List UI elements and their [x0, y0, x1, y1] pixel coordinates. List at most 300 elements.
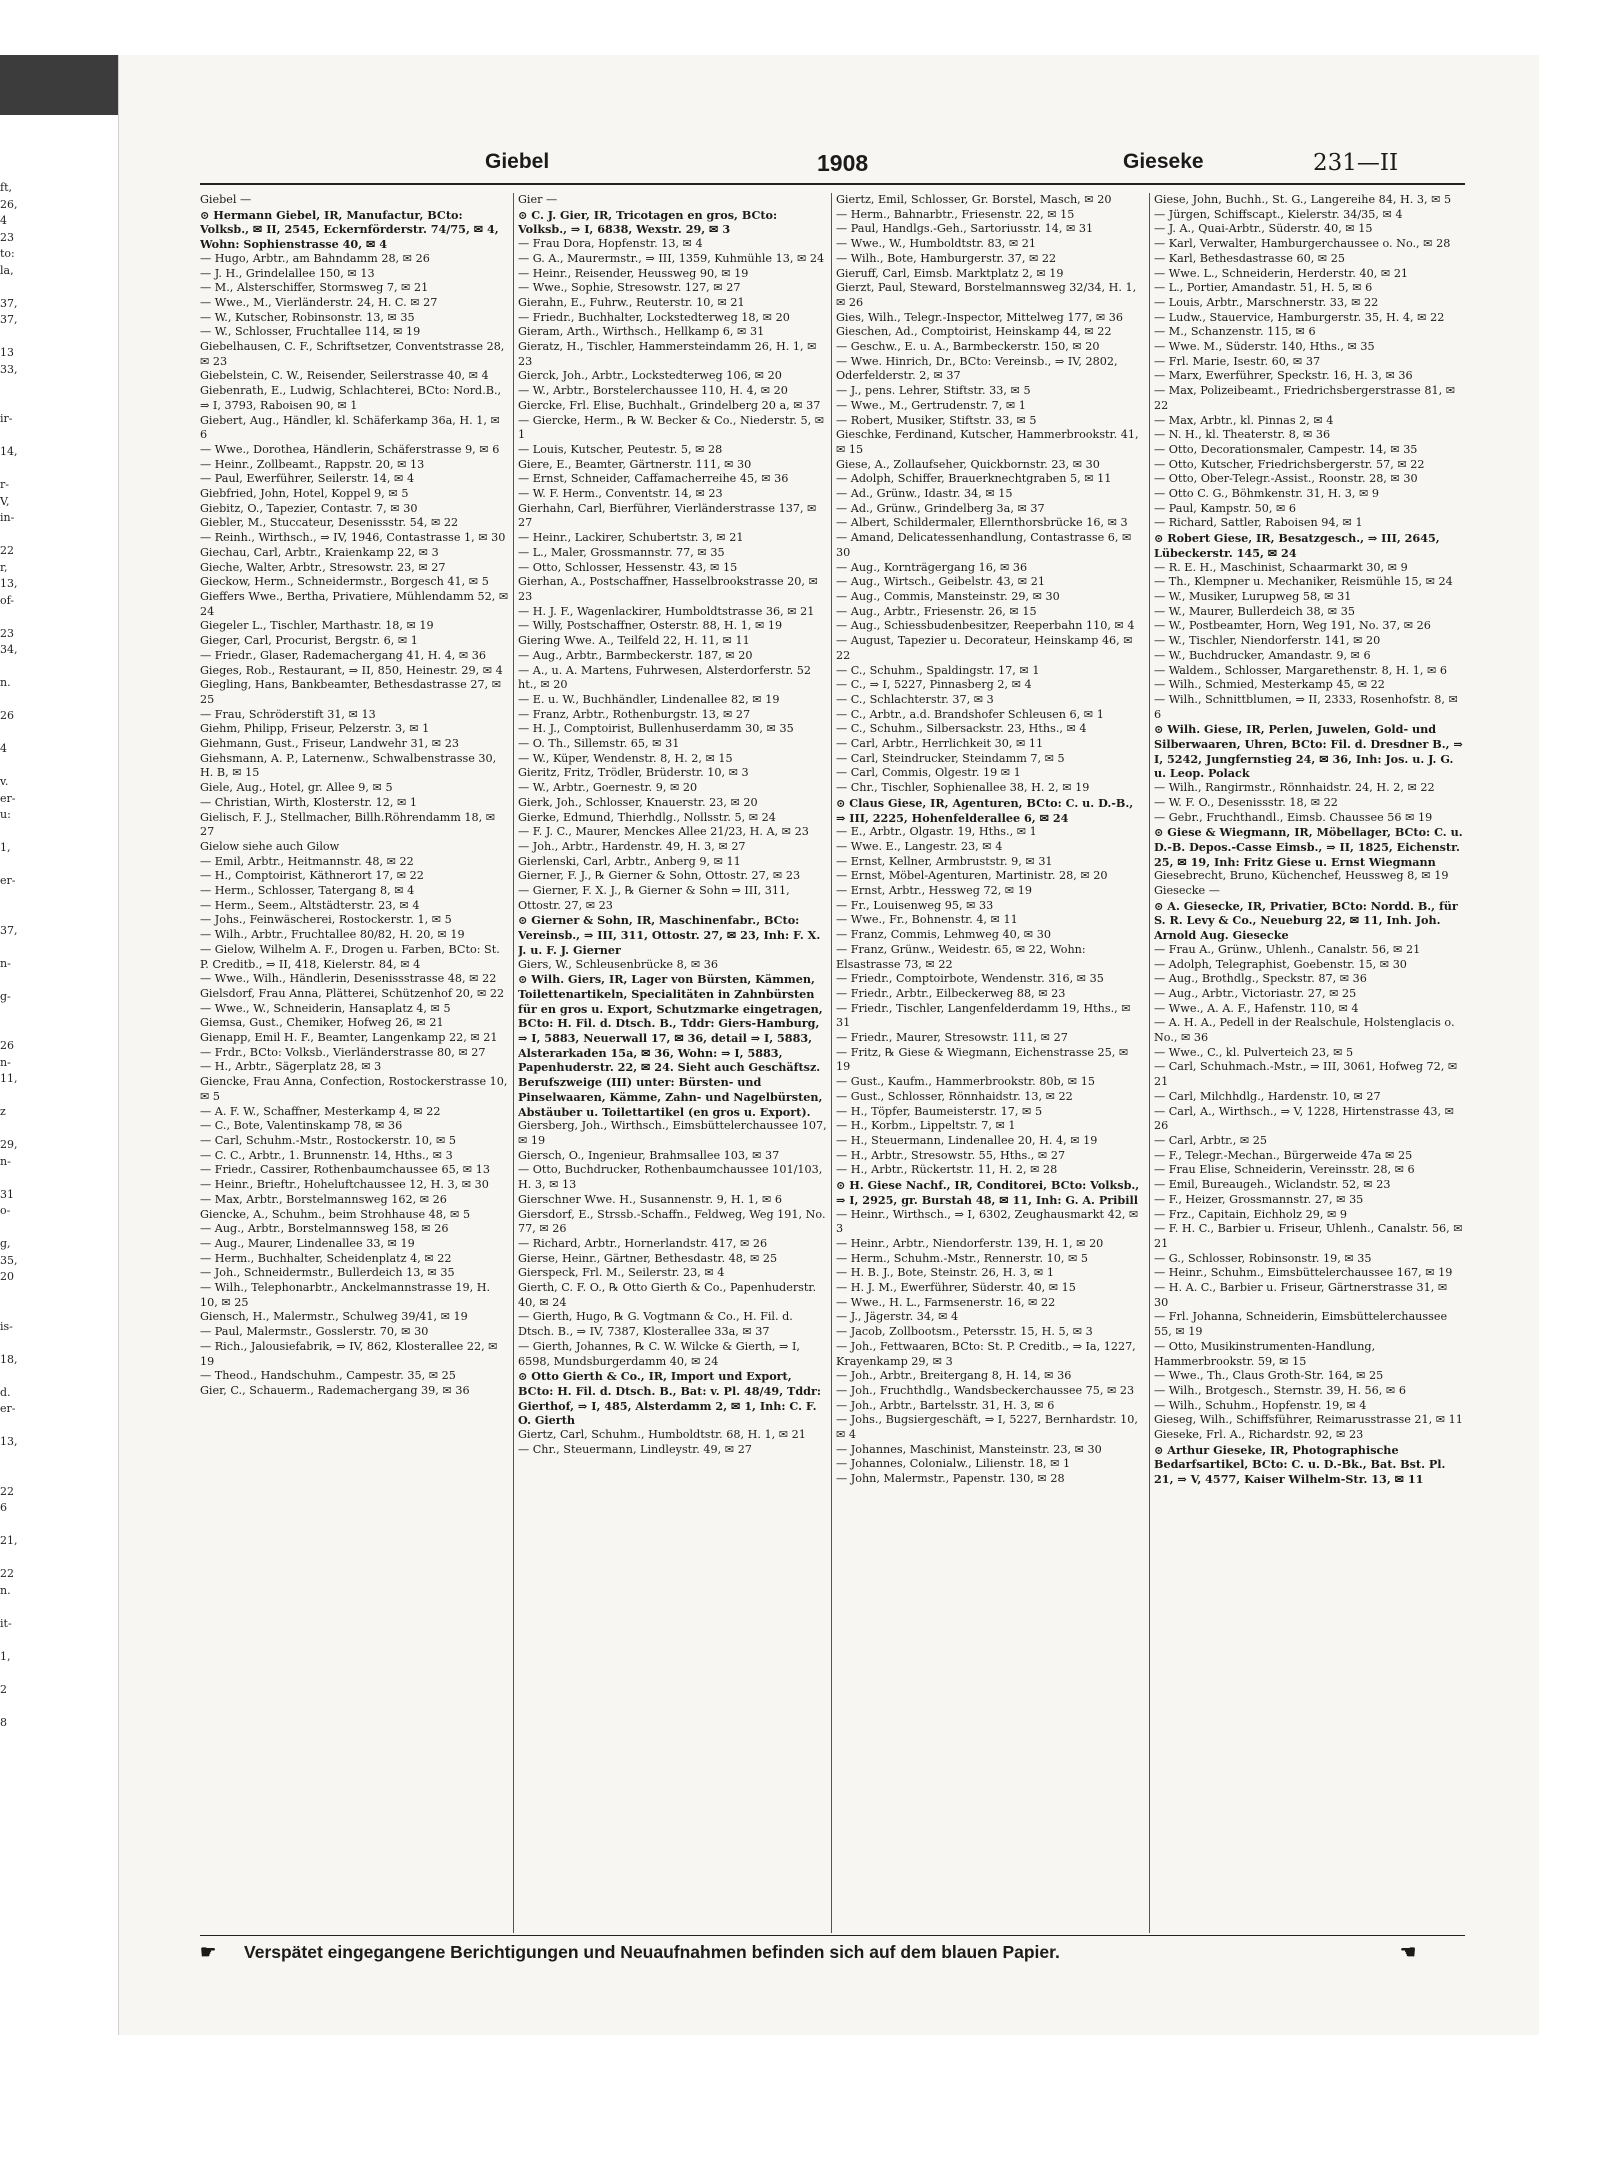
- directory-entry: — Aug., Arbtr., Victoriastr. 27, ✉ 25: [1154, 986, 1357, 1000]
- directory-entry: Gieruff, Carl, Eimsb. Marktplatz 2, ✉ 19: [836, 266, 1064, 280]
- margin-fragment: [0, 527, 20, 544]
- directory-entry: — N. H., kl. Theaterstr. 8, ✉ 36: [1154, 428, 1331, 442]
- directory-entry: Gierk, Joh., Schlosser, Knauerstr. 23, ✉ 20: [518, 795, 758, 809]
- margin-fragment: [0, 329, 20, 346]
- directory-entry: — Ernst, Schneider, Caffamacherreihe 45, ✉ 36: [518, 472, 789, 486]
- directory-entry: — F., Heizer, Grossmannstr. 27, ✉ 35: [1154, 1192, 1364, 1206]
- directory-entry: — Aug., Arbtr., Borstelmannsweg 158, ✉ 26: [200, 1222, 449, 1236]
- directory-entry: — Carl, Schuhmach.-Mstr., ⇒ III, 3061, Hofweg 72, ✉ 21: [1154, 1060, 1458, 1089]
- directory-entry: ⊙ Robert Giese, IR, Besatzgesch., ⇒ III, 2645, Lübeckerstr. 145, ✉ 24: [1154, 531, 1440, 560]
- directory-entry: — Reinh., Wirthsch., ⇒ IV, 1946, Contastrasse 1, ✉ 30: [200, 531, 506, 545]
- directory-entry: — Rich., Jalousiefabrik, ⇒ IV, 862, Klosterallee 22, ✉ 19: [200, 1339, 498, 1368]
- directory-entry: Giese, A., Zollaufseher, Quickbornstr. 23, ✉ 30: [836, 457, 1100, 471]
- directory-entry: — H. B. J., Bote, Steinstr. 26, H. 3, ✉ 1: [836, 1266, 1054, 1280]
- directory-entry: — Wwe. L., Schneiderin, Herderstr. 40, ✉ 21: [1154, 266, 1409, 280]
- margin-fragment: 31: [0, 1187, 14, 1201]
- directory-entry: Gieritz, Fritz, Trödler, Brüderstr. 10, ✉ 3: [518, 766, 749, 780]
- margin-fragment: 18,: [0, 1352, 18, 1366]
- directory-entry: Gieffers Wwe., Bertha, Privatiere, Mühlendamm 52, ✉ 24: [200, 589, 509, 618]
- directory-entry: — M., Alsterschiffer, Stormsweg 7, ✉ 21: [200, 281, 429, 295]
- directory-entry: — Wwe., W., Humboldtstr. 83, ✉ 21: [836, 237, 1037, 251]
- directory-entry: — Fr., Louisenweg 95, ✉ 33: [836, 898, 994, 912]
- directory-entry: Gierlenski, Carl, Arbtr., Anberg 9, ✉ 11: [518, 854, 741, 868]
- margin-fragment: [0, 378, 20, 395]
- margin-fragment: n.: [0, 676, 11, 689]
- directory-entry: ⊙ Hermann Giebel, IR, Manufactur, BCto: Volksb., ✉ II, 2545, Eckernförderstr. 74/75, ✉ 4, Wohn: Sophienstrasse 40, ✉ 4: [200, 207, 499, 252]
- directory-entry: ⊙ A. Giesecke, IR, Privatier, BCto: Nordd. B., für S. R. Levy & Co., Neueburg 22, ✉ 11, Inh. Joh. Arnold Aug. Giesecke: [1154, 898, 1458, 943]
- margin-fragment: 22: [0, 1484, 14, 1498]
- directory-entry: — J. A., Quai-Arbtr., Süderstr. 40, ✉ 15: [1154, 222, 1373, 236]
- directory-entry: Gierhahn, Carl, Bierführer, Vierländerstrasse 137, ✉ 27: [518, 501, 817, 530]
- directory-entry: — Gebr., Fruchthandl., Eimsb. Chaussee 56 ✉ 19: [1154, 810, 1433, 824]
- directory-entry: — Max, Polizeibeamt., Friedrichsbergerstrasse 81, ✉ 22: [1154, 384, 1456, 412]
- directory-entry: — Wwe., W., Schneiderin, Hansaplatz 4, ✉ 5: [200, 1001, 451, 1015]
- margin-fragment: [0, 939, 20, 956]
- directory-entry: — Paul, Ewerführer, Seilerstr. 14, ✉ 4: [200, 472, 415, 486]
- margin-fragment: n-: [0, 956, 11, 970]
- directory-entry: — H. J. F., Wagenlackirer, Humboldtstrasse 36, ✉ 21: [518, 604, 815, 618]
- directory-entry: — H., Steuermann, Lindenallee 20, H. 4, ✉ 19: [836, 1134, 1098, 1147]
- directory-entry: — W., Maurer, Bullerdeich 38, ✉ 35: [1154, 604, 1355, 618]
- directory-entry: — Waldem., Schlosser, Margarethenstr. 8, H. 1, ✉ 6: [1154, 663, 1448, 677]
- directory-entry: — Karl, Bethesdastrasse 60, ✉ 25: [1154, 251, 1345, 265]
- directory-entry: — Friedr., Maurer, Stresowstr. 111, ✉ 27: [836, 1031, 1068, 1045]
- margin-fragment: [0, 1022, 20, 1039]
- margin-fragment: [0, 725, 20, 742]
- directory-entry: — Carl, Schuhm.-Mstr., Rostockerstr. 10, ✉ 5: [200, 1134, 456, 1147]
- directory-entry: — Willy, Postschaffner, Osterstr. 88, H. 1, ✉ 19: [518, 619, 783, 633]
- directory-entry: — Heinr., Arbtr., Niendorferstr. 139, H. 1, ✉ 20: [836, 1236, 1104, 1250]
- margin-fragment: r-: [0, 478, 9, 491]
- margin-fragment: [0, 1335, 20, 1352]
- margin-fragment: 11,: [0, 1072, 18, 1085]
- directory-entry: — Hugo, Arbtr., am Bahndamm 28, ✉ 26: [200, 251, 430, 265]
- directory-entry: — W., Tischler, Niendorferstr. 141, ✉ 20: [1154, 634, 1381, 648]
- directory-entry: — Wilh., Rangirmstr., Rönnhaidstr. 24, H. 2, ✉ 22: [1154, 781, 1435, 795]
- margin-fragment: [0, 1698, 20, 1715]
- directory-entry: — Friedr., Arbtr., Eilbeckerweg 88, ✉ 23: [836, 986, 1066, 1000]
- margin-fragment: er-: [0, 1402, 16, 1415]
- directory-entry: Giehmann, Gust., Friseur, Landwehr 31, ✉ 23: [200, 737, 459, 751]
- directory-entry: — Fritz, ℞ Giese & Wiegmann, Eichenstrasse 25, ✉ 19: [836, 1045, 1129, 1074]
- margin-fragment: n.: [0, 1583, 11, 1597]
- directory-entry: — A. H. A., Pedell in der Realschule, Holstenglacis o. No., ✉ 36: [1154, 1016, 1455, 1045]
- margin-fragment: la,: [0, 263, 14, 277]
- margin-fragment: 13,: [0, 577, 18, 590]
- margin-fragment: [0, 279, 20, 296]
- directory-entry: — Aug., Arbtr., Barmbeckerstr. 187, ✉ 20: [518, 648, 753, 662]
- margin-fragment: 4: [0, 742, 7, 755]
- directory-entry: — Joh., Arbtr., Bartelsstr. 31, H. 3, ✉ 6: [836, 1398, 1055, 1412]
- directory-entry: — E., Arbtr., Olgastr. 19, Hths., ✉ 1: [836, 825, 1037, 839]
- directory-entry: Giebel —: [200, 193, 252, 206]
- directory-entry: Gierschner Wwe. H., Susannenstr. 9, H. 1, ✉ 6: [518, 1192, 783, 1206]
- directory-entry: Gieseg, Wilh., Schiffsführer, Reimarusstrasse 21, ✉ 11: [1154, 1413, 1463, 1427]
- margin-fragment: [0, 1088, 20, 1105]
- directory-entry: — Ernst, Arbtr., Hessweg 72, ✉ 19: [836, 884, 1032, 898]
- directory-entry: — Johannes, Colonialw., Lilienstr. 18, ✉ 1: [836, 1457, 1071, 1471]
- directory-entry: — Frau, Schröderstift 31, ✉ 13: [200, 707, 376, 721]
- directory-entry: — F., Telegr.-Mechan., Bürgerweide 47a ✉ 25: [1154, 1148, 1413, 1162]
- directory-entry: Giehm, Philipp, Friseur, Pelzerstr. 3, ✉ 1: [200, 722, 430, 736]
- directory-entry: — Heinr., Zollbeamt., Rappstr. 20, ✉ 13: [200, 457, 425, 471]
- directory-entry: — H., Comptoirist, Käthnerort 17, ✉ 22: [200, 869, 424, 883]
- directory-entry: Gierhan, A., Postschaffner, Hasselbrookstrasse 20, ✉ 23: [518, 575, 818, 603]
- directory-entry: — Aug., Brothdlg., Speckstr. 87, ✉ 36: [1154, 972, 1367, 986]
- previous-page-margin: [0, 180, 20, 1880]
- directory-entry: — W. F. O., Desenissstr. 18, ✉ 22: [1154, 795, 1338, 809]
- margin-fragment: 37,: [0, 313, 18, 326]
- directory-entry: — A. F. W., Schaffner, Mesterkamp 4, ✉ 22: [200, 1104, 441, 1118]
- margin-fragment: 6: [0, 1501, 7, 1514]
- directory-entry: — Chr., Tischler, Sophienallee 38, H. 2, ✉ 19: [836, 781, 1090, 795]
- directory-entry: Giere, E., Beamter, Gärtnerstr. 111, ✉ 30: [518, 457, 752, 471]
- directory-entry: Gieckow, Herm., Schneidermstr., Borgesch 41, ✉ 5: [200, 575, 489, 589]
- directory-entry: — C., ⇒ I, 5227, Pinnasberg 2, ✉ 4: [836, 678, 1032, 692]
- directory-entry: Gielow siehe auch Gilow: [200, 839, 340, 853]
- margin-fragment: 33,: [0, 362, 18, 376]
- directory-entry: Gies, Wilh., Telegr.-Inspector, Mittelweg 177, ✉ 36: [836, 310, 1123, 324]
- directory-entry: — Aug., Wirtsch., Geibelstr. 43, ✉ 21: [836, 575, 1045, 589]
- margin-fragment: V,: [0, 494, 10, 508]
- directory-columns: [200, 193, 1465, 1933]
- directory-entry: — Otto, Kutscher, Friedrichsbergerstr. 57, ✉ 22: [1154, 457, 1425, 471]
- directory-entry: — C., Schlachterstr. 37, ✉ 3: [836, 692, 994, 706]
- directory-entry: Gieseke, Frl. A., Richardstr. 92, ✉ 23: [1154, 1428, 1364, 1442]
- directory-entry: ⊙ Wilh. Giers, IR, Lager von Bürsten, Kämmen, Toilettenartikeln, Specialitäten in Zahnbürsten für en gros u. Export, Schutzmarke eingetragen, BCto: H. Fil. d. Dtsch. B., Tddr: Giers-Hamburg, ⇒ I, 5883, Neuerwall 17, ✉ 36, detail ⇒ I, 5883, Alsterarkaden 15a, ✉ 36, Wohn: ⇒ I, 5883, Papenhuderstr. 22, ✉ 24. Sieht auch Geschäftsz. Berufszweige (III) unter: Bürsten- und Pinselwaaren, Kämme, Zahn- und Nagelbürsten, Abstäuber u. Toilettartikel (en gros u. Export).: [518, 972, 823, 1119]
- directory-entry: — Jacob, Zollbootsm., Petersstr. 15, H. 5, ✉ 3: [836, 1325, 1093, 1339]
- directory-entry: — Ad., Grünw., Idastr. 34, ✉ 15: [836, 487, 1013, 501]
- directory-entry: — Carl, Commis, Olgestr. 19 ✉ 1: [836, 766, 1021, 780]
- directory-entry: Giebert, Aug., Händler, kl. Schäferkamp 36a, H. 1, ✉ 6: [200, 413, 500, 442]
- directory-entry: — Otto C. G., Böhmkenstr. 31, H. 3, ✉ 9: [1154, 487, 1380, 501]
- directory-entry: — C., Schuhm., Silbersackstr. 23, Hths., ✉ 4: [836, 722, 1087, 736]
- directory-entry: Gierse, Heinr., Gärtner, Bethesdastr. 48, ✉ 25: [518, 1251, 778, 1265]
- directory-entry: — Friedr., Tischler, Langenfelderdamm 19, Hths., ✉ 31: [836, 1001, 1131, 1030]
- directory-entry: — Gust., Schlosser, Rönnhaidstr. 13, ✉ 22: [836, 1089, 1073, 1103]
- directory-entry: Giers, W., Schleusenbrücke 8, ✉ 36: [518, 957, 718, 971]
- margin-fragment: [0, 1632, 20, 1649]
- directory-entry: — Herm., Seem., Altstädterstr. 23, ✉ 4: [200, 898, 420, 912]
- directory-entry: — Frau A., Grünw., Uhlenh., Canalstr. 56, ✉ 21: [1154, 942, 1421, 956]
- directory-entry: — Otto, Musikinstrumenten-Handlung, Hammerbrookstr. 59, ✉ 15: [1154, 1339, 1376, 1368]
- column-2: [518, 193, 827, 1933]
- margin-fragment: [0, 1005, 20, 1022]
- directory-entry: — Adolph, Schiffer, Brauerknechtgraben 5, ✉ 11: [836, 472, 1112, 486]
- directory-entry: Gieger, Carl, Procurist, Bergstr. 6, ✉ 1: [200, 634, 418, 648]
- directory-entry: Gier, C., Schauerm., Rademachergang 39, ✉ 36: [200, 1383, 470, 1397]
- directory-entry: — Chr., Steuermann, Lindleystr. 49, ✉ 27: [518, 1442, 752, 1456]
- margin-fragment: [0, 1121, 20, 1138]
- directory-entry: Giencke, A., Schuhm., beim Strohhause 48, ✉ 5: [200, 1207, 471, 1221]
- margin-fragment: 22: [0, 1567, 14, 1580]
- directory-entry: — Max, Arbtr., kl. Pinnas 2, ✉ 4: [1154, 413, 1334, 427]
- margin-fragment: is-: [0, 1319, 13, 1333]
- directory-entry: — Wwe., Dorothea, Händlerin, Schäferstrasse 9, ✉ 6: [200, 442, 500, 456]
- directory-entry: — Herm., Buchhalter, Scheidenplatz 4, ✉ 22: [200, 1251, 452, 1265]
- directory-entry: — Wwe., H. L., Farmsenerstr. 16, ✉ 22: [836, 1295, 1056, 1309]
- margin-fragment: [0, 1467, 20, 1484]
- directory-entry: — H., Töpfer, Baumeisterstr. 17, ✉ 5: [836, 1104, 1043, 1118]
- directory-entry: — Carl, A., Wirthsch., ⇒ V, 1228, Hirtenstrasse 43, ✉ 26: [1154, 1104, 1454, 1133]
- margin-fragment: 26: [0, 1039, 14, 1052]
- directory-entry: Giebelstein, C. W., Reisender, Seilerstrasse 40, ✉ 4: [200, 369, 489, 383]
- directory-entry: Gierspeck, Frl. M., Seilerstr. 23, ✉ 4: [518, 1266, 725, 1280]
- directory-entry: Giebler, M., Stuccateur, Desenissstr. 54, ✉ 22: [200, 516, 459, 530]
- directory-entry: — Wwe., Sophie, Stresowstr. 127, ✉ 27: [518, 281, 741, 295]
- margin-fragment: [0, 758, 20, 775]
- margin-fragment: d.: [0, 1385, 11, 1399]
- directory-entry: — Aug., Kornträgergang 16, ✉ 36: [836, 560, 1028, 574]
- margin-fragment: g-: [0, 989, 11, 1003]
- directory-entry: — A., u. A. Martens, Fuhrwesen, Alsterdorferstr. 52 ht., ✉ 20: [518, 663, 811, 692]
- column-3: [836, 193, 1145, 1933]
- margin-fragment: ir-: [0, 412, 13, 425]
- directory-entry: ⊙ Otto Gierth & Co., IR, Import und Export, BCto: H. Fil. d. Dtsch. B., Bat: v. Pl. 48/49, Tddr: Gierthof, ⇒ I, 485, Alsterdamm 2, ✉ 1, Inh: C. F. O. Gierth: [518, 1369, 821, 1428]
- directory-entry: — R. E. H., Maschinist, Schaarmarkt 30, ✉ 9: [1154, 560, 1408, 574]
- directory-entry: Giese, John, Buchh., St. G., Langereihe 84, H. 3, ✉ 5: [1154, 193, 1452, 206]
- margin-fragment: 29,: [0, 1138, 18, 1151]
- directory-entry: — Carl, Arbtr., ✉ 25: [1154, 1134, 1268, 1147]
- directory-entry: — Aug., Schiessbudenbesitzer, Reeperbahn 110, ✉ 4: [836, 619, 1135, 633]
- directory-entry: — H., Arbtr., Sägerplatz 28, ✉ 3: [200, 1060, 382, 1074]
- directory-entry: ⊙ Arthur Gieseke, IR, Photographische Bedarfsartikel, BCto: C. u. D.-Bk., Bat. Bst. Pl. 21, ⇒ V, 4577, Kaiser Wilhelm-Str. 13, ✉ 11: [1154, 1442, 1446, 1487]
- directory-entry: — L., Portier, Amandastr. 51, H. 5, ✉ 6: [1154, 281, 1373, 295]
- directory-entry: Gieges, Rob., Restaurant, ⇒ II, 850, Heinestr. 29, ✉ 4: [200, 663, 503, 677]
- directory-entry: — C., Bote, Valentinskamp 78, ✉ 36: [200, 1119, 403, 1133]
- margin-fragment: 23: [0, 626, 14, 640]
- margin-fragment: [0, 692, 20, 709]
- directory-entry: Gienapp, Emil H. F., Beamter, Langenkamp 22, ✉ 21: [200, 1031, 498, 1045]
- directory-entry: Giebfried, John, Hotel, Koppel 9, ✉ 5: [200, 487, 409, 501]
- directory-entry: — Wwe., C., kl. Pulverteich 23, ✉ 5: [1154, 1045, 1354, 1059]
- directory-entry: — Heinr., Brieftr., Hoheluftchaussee 12, H. 3, ✉ 30: [200, 1178, 489, 1192]
- directory-entry: — Frdr., BCto: Volksb., Vierländerstrasse 80, ✉ 27: [200, 1045, 486, 1059]
- directory-entry: — Frz., Capitain, Eichholz 29, ✉ 9: [1154, 1207, 1348, 1221]
- margin-fragment: [0, 1286, 20, 1303]
- directory-entry: — Wwe., Fr., Bohnenstr. 4, ✉ 11: [836, 913, 1018, 927]
- directory-entry: — Franz, Arbtr., Rothenburgstr. 13, ✉ 27: [518, 707, 751, 721]
- directory-entry: — Herm., Schlosser, Tatergang 8, ✉ 4: [200, 884, 415, 898]
- margin-fragment: 35,: [0, 1253, 18, 1267]
- margin-fragment: 34,: [0, 643, 18, 656]
- directory-entry: — Joh., Schneidermstr., Bullerdeich 13, ✉ 35: [200, 1266, 455, 1280]
- directory-entry: ⊙ Wilh. Giese, IR, Perlen, Juwelen, Gold- und Silberwaaren, Uhren, BCto: Fil. d. Dresdner B., ⇒ I, 5242, Jungfernstieg 24, ✉ 36, Inh: Jos. u. J. G. u. Leop. Polack: [1154, 722, 1463, 781]
- directory-entry: — H., Arbtr., Rückertstr. 11, H. 2, ✉ 28: [836, 1163, 1058, 1177]
- directory-entry: — Joh., Fettwaaren, BCto: St. P. Creditb., ⇒ Ia, 1227, Krayenkamp 29, ✉ 3: [836, 1339, 1136, 1368]
- margin-fragment: g,: [0, 1237, 11, 1250]
- page-footer: [200, 1935, 1465, 1970]
- directory-entry: — Joh., Arbtr., Breitergang 8, H. 14, ✉ 36: [836, 1369, 1072, 1383]
- directory-entry: Giebenrath, E., Ludwig, Schlachterei, BCto: Nord.B., ⇒ I, 3793, Raboisen 90, ✉ 1: [200, 384, 502, 412]
- margin-fragment: 20: [0, 1270, 14, 1283]
- directory-entry: Giesebrecht, Bruno, Küchenchef, Heussweg 8, ✉ 19: [1154, 869, 1449, 883]
- directory-entry: ⊙ Claus Giese, IR, Agenturen, BCto: C. u. D.-B., ⇒ III, 2225, Hohenfelderallee 6, ✉ 24: [836, 795, 1134, 825]
- column-divider: [513, 193, 514, 1933]
- directory-entry: — Jürgen, Schiffscapt., Kielerstr. 34/35, ✉ 4: [1154, 207, 1403, 221]
- directory-entry: — Heinr., Wirthsch., ⇒ I, 6302, Zeughausmarkt 42, ✉ 3: [836, 1207, 1139, 1236]
- margin-fragment: o-: [0, 1204, 11, 1217]
- margin-fragment: 22: [0, 544, 14, 557]
- directory-entry: Giesecke —: [1154, 884, 1220, 898]
- margin-fragment: [0, 1170, 20, 1187]
- margin-fragment: [0, 1665, 20, 1682]
- directory-entry: — Robert, Musiker, Stiftstr. 33, ✉ 5: [836, 413, 1037, 427]
- directory-entry: — C. C., Arbtr., 1. Brunnenstr. 14, Hths., ✉ 3: [200, 1148, 453, 1162]
- directory-entry: — Wilh., Brotgesch., Sternstr. 39, H. 56, ✉ 6: [1154, 1383, 1406, 1397]
- directory-entry: — Joh., Arbtr., Hardenstr. 49, H. 3, ✉ 27: [518, 839, 746, 853]
- directory-entry: — Ernst, Möbel-Agenturen, Martinistr. 28, ✉ 20: [836, 869, 1108, 883]
- margin-fragment: it-: [0, 1616, 12, 1630]
- directory-entry: ⊙ C. J. Gier, IR, Tricotagen en gros, BCto: Volksb., ⇒ I, 6838, Wexstr. 29, ✉ 3: [518, 207, 778, 237]
- directory-entry: Giersberg, Joh., Wirthsch., Eimsbüttelerchaussee 107, ✉ 19: [518, 1119, 827, 1147]
- directory-entry: Giertz, Carl, Schuhm., Humboldtstr. 68, H. 1, ✉ 21: [518, 1428, 806, 1442]
- margin-fragment: [0, 609, 20, 626]
- margin-fragment: 26,: [0, 197, 18, 211]
- directory-entry: — Wilh., Schnittblumen, ⇒ II, 2333, Rosenhofstr. 8, ✉ 6: [1154, 692, 1458, 721]
- margin-fragment: to:: [0, 247, 15, 260]
- directory-entry: — Geschw., E. u. A., Barmbeckerstr. 150, ✉ 20: [836, 340, 1100, 354]
- directory-entry: Gieram, Arth., Wirthsch., Hellkamp 6, ✉ 31: [518, 325, 765, 339]
- directory-entry: — Wwe., M., Gertrudenstr. 7, ✉ 1: [836, 398, 1026, 412]
- margin-fragment: [0, 972, 20, 989]
- directory-entry: — Theod., Handschuhm., Campestr. 35, ✉ 25: [200, 1369, 456, 1383]
- directory-entry: — L., Maler, Grossmannstr. 77, ✉ 35: [518, 545, 725, 559]
- directory-entry: — G., Schlosser, Robinsonstr. 19, ✉ 35: [1154, 1251, 1372, 1265]
- directory-entry: Giering Wwe. A., Teilfeld 22, H. 11, ✉ 11: [518, 634, 750, 648]
- directory-entry: Giegeler L., Tischler, Marthastr. 18, ✉ 19: [200, 619, 434, 633]
- directory-entry: — Carl, Milchhdlg., Hardenstr. 10, ✉ 27: [1154, 1089, 1381, 1103]
- column-1: [200, 193, 509, 1933]
- directory-entry: — Louis, Arbtr., Marschnerstr. 33, ✉ 22: [1154, 295, 1379, 309]
- directory-entry: — Herm., Schuhm.-Mstr., Rennerstr. 10, ✉ 5: [836, 1251, 1089, 1265]
- directory-entry: — Franz, Commis, Lehmweg 40, ✉ 30: [836, 928, 1051, 942]
- column-divider: [831, 193, 832, 1933]
- directory-entry: — E. u. W., Buchhändler, Lindenallee 82, ✉ 19: [518, 692, 780, 706]
- pointing-hand-right-icon: ☚: [1400, 1942, 1417, 1963]
- directory-entry: — J. H., Grindelallee 150, ✉ 13: [200, 266, 375, 280]
- margin-fragment: 14,: [0, 445, 18, 458]
- margin-fragment: of-: [0, 593, 15, 607]
- directory-entry: — H. A. C., Barbier u. Friseur, Gärtnerstrasse 31, ✉ 30: [1154, 1281, 1448, 1309]
- directory-entry: Gierner, F. J., ℞ Gierner & Sohn, Ottostr. 27, ✉ 23: [518, 869, 801, 883]
- directory-entry: — Paul, Handlgs.-Geh., Sartoriusstr. 14, ✉ 31: [836, 222, 1094, 236]
- directory-entry: Gieschke, Ferdinand, Kutscher, Hammerbrookstr. 41, ✉ 15: [836, 428, 1139, 456]
- margin-fragment: [0, 461, 20, 478]
- directory-entry: — Ad., Grünw., Grindelberg 3a, ✉ 37: [836, 501, 1045, 515]
- margin-fragment: 1,: [0, 1649, 11, 1663]
- directory-entry: — H. J. M., Ewerführer, Süderstr. 40, ✉ 15: [836, 1281, 1076, 1295]
- margin-fragment: 37,: [0, 923, 18, 937]
- directory-entry: Giensch, H., Malermstr., Schulweg 39/41, ✉ 19: [200, 1310, 468, 1324]
- directory-entry: — Otto, Ober-Telegr.-Assist., Roonstr. 28, ✉ 30: [1154, 472, 1418, 486]
- margin-fragment: ft,: [0, 181, 12, 194]
- directory-entry: Gieche, Walter, Arbtr., Stresowstr. 23, ✉ 27: [200, 560, 446, 574]
- directory-entry: — Emil, Arbtr., Heitmannstr. 48, ✉ 22: [200, 854, 414, 868]
- directory-entry: — Gierth, Hugo, ℞ G. Vogtmann & Co., H. Fil. d. Dtsch. B., ⇒ IV, 7387, Klosterallee 33a, ✉ 37: [518, 1310, 793, 1339]
- directory-entry: — C., Arbtr., a.d. Brandshofer Schleusen 6, ✉ 1: [836, 707, 1104, 721]
- directory-entry: — Paul, Malermstr., Gosslerstr. 70, ✉ 30: [200, 1325, 429, 1339]
- directory-entry: — Friedr., Comptoirbote, Wendenstr. 316, ✉ 35: [836, 972, 1104, 986]
- directory-entry: — J., pens. Lehrer, Stiftstr. 33, ✉ 5: [836, 384, 1031, 398]
- directory-entry: Giebelhausen, C. F., Schriftsetzer, Conventstrasse 28, ✉ 23: [200, 340, 505, 368]
- margin-fragment: 2: [0, 1682, 7, 1696]
- margin-fragment: 26: [0, 709, 14, 722]
- margin-fragment: 1,: [0, 841, 11, 854]
- margin-fragment: [0, 428, 20, 445]
- directory-entry: Gierth, C. F. O., ℞ Otto Gierth & Co., Papenhuderstr. 40, ✉ 24: [518, 1281, 817, 1309]
- directory-entry: Giersch, O., Ingenieur, Brahmsallee 103, ✉ 37: [518, 1148, 780, 1162]
- directory-entry: — Marx, Ewerführer, Speckstr. 16, H. 3, ✉ 36: [1154, 369, 1413, 383]
- margin-fragment: z: [0, 1105, 6, 1118]
- directory-entry: — Wilh., Telephonarbtr., Anckelmannstrasse 19, H. 10, ✉ 25: [200, 1281, 491, 1309]
- directory-entry: ⊙ Giese & Wiegmann, IR, Möbellager, BCto: C. u. D.-B. Depos.-Casse Eimsb., ⇒ II, 1825, Eichenstr. 25, ✉ 19, Inh: Fritz Giese u. Ernst Wiegmann: [1154, 825, 1463, 869]
- directory-entry: — Carl, Arbtr., Herrlichkeit 30, ✉ 11: [836, 737, 1044, 751]
- directory-entry: — Otto, Decorationsmaler, Campestr. 14, ✉ 35: [1154, 442, 1418, 456]
- margin-fragment: [0, 1220, 20, 1237]
- directory-entry: — Paul, Kampstr. 50, ✉ 6: [1154, 501, 1296, 515]
- directory-entry: — F. J. C., Maurer, Menckes Allee 21/23, H. A, ✉ 23: [518, 825, 809, 839]
- directory-entry: Giersdorf, E., Strssb.-Schaffn., Feldweg, Weg 191, No. 77, ✉ 26: [518, 1207, 826, 1236]
- margin-fragment: 23: [0, 230, 14, 244]
- margin-fragment: 13,: [0, 1435, 18, 1448]
- directory-entry: Gier —: [518, 193, 558, 206]
- directory-entry: — J., Jägerstr. 34, ✉ 4: [836, 1310, 959, 1324]
- directory-entry: — W., Arbtr., Borstelerchaussee 110, H. 4, ✉ 20: [518, 384, 788, 398]
- directory-entry: — G. A., Maurermstr., ⇒ III, 1359, Kuhmühle 13, ✉ 24: [518, 251, 825, 265]
- directory-entry: — Franz, Grünw., Weidestr. 65, ✉ 22, Wohn: Elsastrasse 73, ✉ 22: [836, 942, 1086, 971]
- directory-entry: — Adolph, Telegraphist, Goebenstr. 15, ✉ 30: [1154, 957, 1407, 971]
- directory-entry: — Emil, Bureaugeh., Wiclandstr. 52, ✉ 23: [1154, 1178, 1391, 1192]
- directory-entry: Gierahn, E., Fuhrw., Reuterstr. 10, ✉ 21: [518, 295, 745, 309]
- margin-fragment: [0, 659, 20, 676]
- directory-entry: — Frau Dora, Hopfenstr. 13, ✉ 4: [518, 237, 703, 251]
- directory-entry: — W., Postbeamter, Horn, Weg 191, No. 37, ✉ 26: [1154, 619, 1431, 633]
- page-header: [200, 150, 1470, 180]
- directory-entry: — Gielow, Wilhelm A. F., Drogen u. Farben, BCto: St. P. Creditb., ⇒ II, 418, Kielerstr. 84, ✉ 4: [200, 942, 500, 971]
- directory-entry: — Wilh., Arbtr., Fruchtallee 80/82, H. 20, ✉ 19: [200, 928, 465, 942]
- margin-fragment: 8: [0, 1715, 7, 1729]
- margin-fragment: 4: [0, 214, 7, 227]
- directory-entry: Giehsmann, A. P., Laternenw., Schwalbenstrasse 30, H. B, ✉ 15: [200, 751, 497, 780]
- directory-entry: — Johannes, Maschinist, Mansteinstr. 23, ✉ 30: [836, 1442, 1102, 1456]
- directory-entry: — Heinr., Reisender, Heussweg 90, ✉ 19: [518, 266, 749, 280]
- directory-entry: Giencke, Frau Anna, Confection, Rostockerstrasse 10, ✉ 5: [200, 1075, 508, 1103]
- directory-entry: — H., Arbtr., Stresowstr. 55, Hths., ✉ 27: [836, 1148, 1066, 1162]
- directory-entry: — Louis, Kutscher, Peutestr. 5, ✉ 28: [518, 442, 723, 456]
- directory-entry: ⊙ Gierner & Sohn, IR, Maschinenfabr., BCto: Vereinsb., ⇒ III, 311, Ottostr. 27, ✉ 23, Inh: F. X. J. u. F. J. Gierner: [518, 913, 821, 957]
- directory-entry: Gielsdorf, Frau Anna, Plätterei, Schützenhof 20, ✉ 22: [200, 986, 505, 1000]
- header-rule: [200, 183, 1465, 185]
- directory-entry: — Friedr., Cassirer, Rothenbaumchaussee 65, ✉ 13: [200, 1163, 490, 1177]
- margin-fragment: 21,: [0, 1534, 18, 1547]
- directory-entry: Gierke, Edmund, Thierhdlg., Nollsstr. 5, ✉ 24: [518, 810, 776, 824]
- directory-entry: — W., Küper, Wendenstr. 8, H. 2, ✉ 15: [518, 751, 733, 765]
- column-divider: [1149, 193, 1150, 1933]
- directory-entry: — Wwe. M., Süderstr. 140, Hths., ✉ 35: [1154, 340, 1375, 354]
- directory-entry: — Wwe., Th., Claus Groth-Str. 164, ✉ 25: [1154, 1369, 1384, 1383]
- directory-entry: — Richard, Arbtr., Hornerlandstr. 417, ✉ 26: [518, 1236, 768, 1250]
- directory-entry: — Aug., Maurer, Lindenallee 33, ✉ 19: [200, 1236, 415, 1250]
- header-last-entry: Gieseke: [1123, 150, 1204, 173]
- directory-entry: — John, Malermstr., Papenstr. 130, ✉ 28: [836, 1472, 1065, 1486]
- directory-entry: — Aug., Commis, Mansteinstr. 29, ✉ 30: [836, 589, 1060, 603]
- margin-fragment: [0, 1418, 20, 1435]
- margin-fragment: [0, 1550, 20, 1567]
- margin-fragment: er-: [0, 791, 16, 805]
- directory-entry: — Gierner, F. X. J., ℞ Gierner & Sohn ⇒ III, 311, Ottostr. 27, ✉ 23: [518, 884, 790, 912]
- directory-entry: — Wilh., Schmied, Mesterkamp 45, ✉ 22: [1154, 678, 1385, 692]
